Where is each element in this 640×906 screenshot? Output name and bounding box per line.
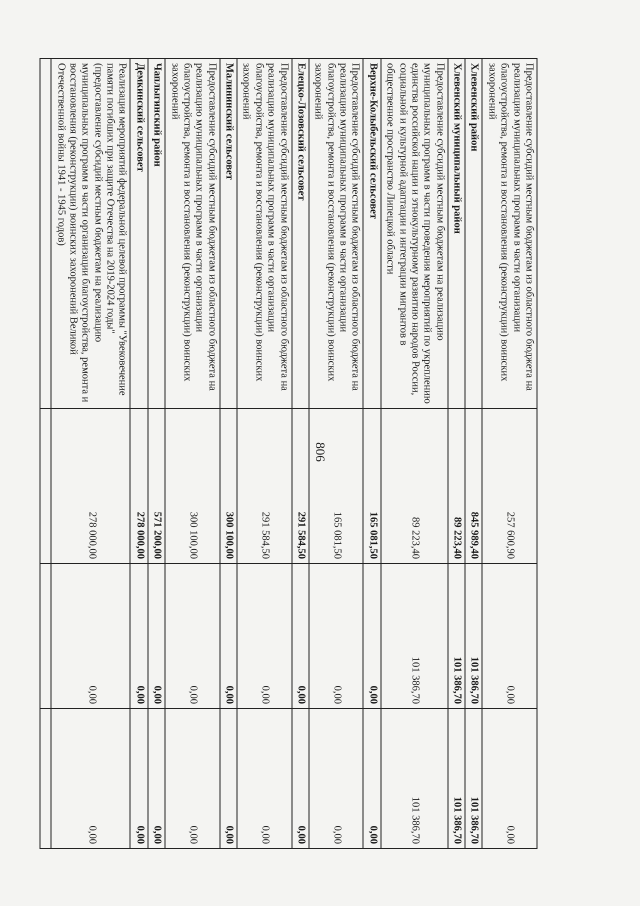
amount-cell-1: 89 223,40 bbox=[381, 409, 448, 564]
amount-cell-3: 0,00 bbox=[131, 709, 148, 849]
budget-table-body bbox=[40, 59, 537, 849]
description-cell: Малининский сельсовет bbox=[220, 59, 237, 409]
table-row-group-header bbox=[465, 59, 482, 849]
description-cell: Предоставление субсидий местным бюджетам из областного бюджета на реализацию муниципальных программ в части организации благоустройства, ремонта и восстановления (реконструкции) воинских захоронений bbox=[237, 59, 292, 409]
amount-cell-2: 101 386,70 bbox=[465, 564, 482, 709]
description-cell: Предоставление субсидий местным бюджетам из областного бюджета на реализацию муниципальных программ в части организации благоустройства, ремонта и восстановления (реконструкции) воинских захоронений bbox=[483, 59, 538, 409]
amount-cell-1: 89 223,40 bbox=[448, 409, 465, 564]
amount-cell-1: 291 584,50 bbox=[237, 409, 292, 564]
amount-cell-3: 101 386,70 bbox=[381, 709, 448, 849]
description-cell: Демкинский сельсовет bbox=[131, 59, 148, 409]
amount-cell-1: 257 600,90 bbox=[483, 409, 538, 564]
table-row-group-header bbox=[364, 59, 381, 849]
amount-cell-2: 0,00 bbox=[148, 564, 165, 709]
amount-cell-3: 0,00 bbox=[51, 709, 130, 849]
description-cell: Верхне-Колыбельский сельсовет bbox=[364, 59, 381, 409]
table-row bbox=[483, 59, 538, 849]
rotated-table-wrapper bbox=[55, 58, 538, 848]
empty-cell bbox=[40, 59, 51, 409]
amount-cell-2: 0,00 bbox=[364, 564, 381, 709]
amount-cell-2: 0,00 bbox=[131, 564, 148, 709]
table-row bbox=[237, 59, 292, 849]
empty-cell bbox=[40, 709, 51, 849]
rotated-page-content bbox=[20, 20, 620, 886]
amount-cell-2: 0,00 bbox=[292, 564, 309, 709]
amount-cell-3: 0,00 bbox=[292, 709, 309, 849]
amount-cell-3: 0,00 bbox=[483, 709, 538, 849]
amount-cell-2: 0,00 bbox=[237, 564, 292, 709]
amount-cell-1: 278 000,00 bbox=[51, 409, 130, 564]
page-number: 806 bbox=[313, 442, 328, 462]
amount-cell-1: 165 081,50 bbox=[364, 409, 381, 564]
amount-cell-3: 0,00 bbox=[220, 709, 237, 849]
amount-cell-2: 0,00 bbox=[309, 564, 364, 709]
table-row-group-header bbox=[148, 59, 165, 849]
amount-cell-1: 571 200,00 bbox=[148, 409, 165, 564]
amount-cell-2: 0,00 bbox=[483, 564, 538, 709]
amount-cell-2: 101 386,70 bbox=[448, 564, 465, 709]
amount-cell-2: 0,00 bbox=[220, 564, 237, 709]
amount-cell-2: 0,00 bbox=[165, 564, 220, 709]
amount-cell-3: 0,00 bbox=[148, 709, 165, 849]
budget-table bbox=[40, 58, 538, 849]
table-row bbox=[165, 59, 220, 849]
table-row-group-header bbox=[220, 59, 237, 849]
description-cell: Предоставление субсидий местным бюджетам из областного бюджета на реализацию муниципальных программ в части организации благоустройства, ремонта и восстановления (реконструкции) воинских захоронений bbox=[309, 59, 364, 409]
amount-cell-1: 845 989,40 bbox=[465, 409, 482, 564]
amount-cell-2: 0,00 bbox=[51, 564, 130, 709]
table-row bbox=[381, 59, 448, 849]
empty-cell bbox=[40, 564, 51, 709]
description-cell: Хлевенский муниципальный район bbox=[448, 59, 465, 409]
description-cell: Предоставление субсидий местным бюджетам из областного бюджета на реализацию муниципальных программ в части организации благоустройства, ремонта и восстановления (реконструкции) воинских захоронений bbox=[165, 59, 220, 409]
table-row-group-header bbox=[292, 59, 309, 849]
amount-cell-1: 291 584,50 bbox=[292, 409, 309, 564]
amount-cell-3: 0,00 bbox=[165, 709, 220, 849]
description-cell: Хлевенский район bbox=[465, 59, 482, 409]
table-row-empty bbox=[40, 59, 51, 849]
amount-cell-3: 101 386,70 bbox=[448, 709, 465, 849]
amount-cell-1: 300 100,00 bbox=[220, 409, 237, 564]
amount-cell-3: 101 386,70 bbox=[465, 709, 482, 849]
description-cell: Елецко-Лозовский сельсовет bbox=[292, 59, 309, 409]
table-row-group-header bbox=[448, 59, 465, 849]
description-cell: Реализация мероприятий федеральной целевой программы "Увековечение памяти погибших при защите Отечества на 2019-2024 годы" (предоставление субсидий местным бюджетам на реализацию муниципальных программ в части организации благоустройства, ремонта и восстановления (реконструкции) воинских захоронений Великой Отечественной войны 1941 - 1945 годов) bbox=[51, 59, 130, 409]
table-row bbox=[309, 59, 364, 849]
amount-cell-3: 0,00 bbox=[237, 709, 292, 849]
empty-cell bbox=[40, 409, 51, 564]
amount-cell-3: 0,00 bbox=[309, 709, 364, 849]
amount-cell-1: 165 081,50 bbox=[309, 409, 364, 564]
table-row-group-header bbox=[131, 59, 148, 849]
amount-cell-1: 278 000,00 bbox=[131, 409, 148, 564]
amount-cell-1: 300 100,00 bbox=[165, 409, 220, 564]
amount-cell-3: 0,00 bbox=[364, 709, 381, 849]
table-row bbox=[51, 59, 130, 849]
description-cell: Чаплыгинский район bbox=[148, 59, 165, 409]
description-cell: Предоставление субсидий местным бюджетам на реализацию муниципальных программ в части проведения мероприятий по укреплению единства российской нации и этнокультурному развитию народов России, социальной и культурной адаптации и интеграции мигрантов в общественное пространство Липецкой области bbox=[381, 59, 448, 409]
amount-cell-2: 101 386,70 bbox=[381, 564, 448, 709]
